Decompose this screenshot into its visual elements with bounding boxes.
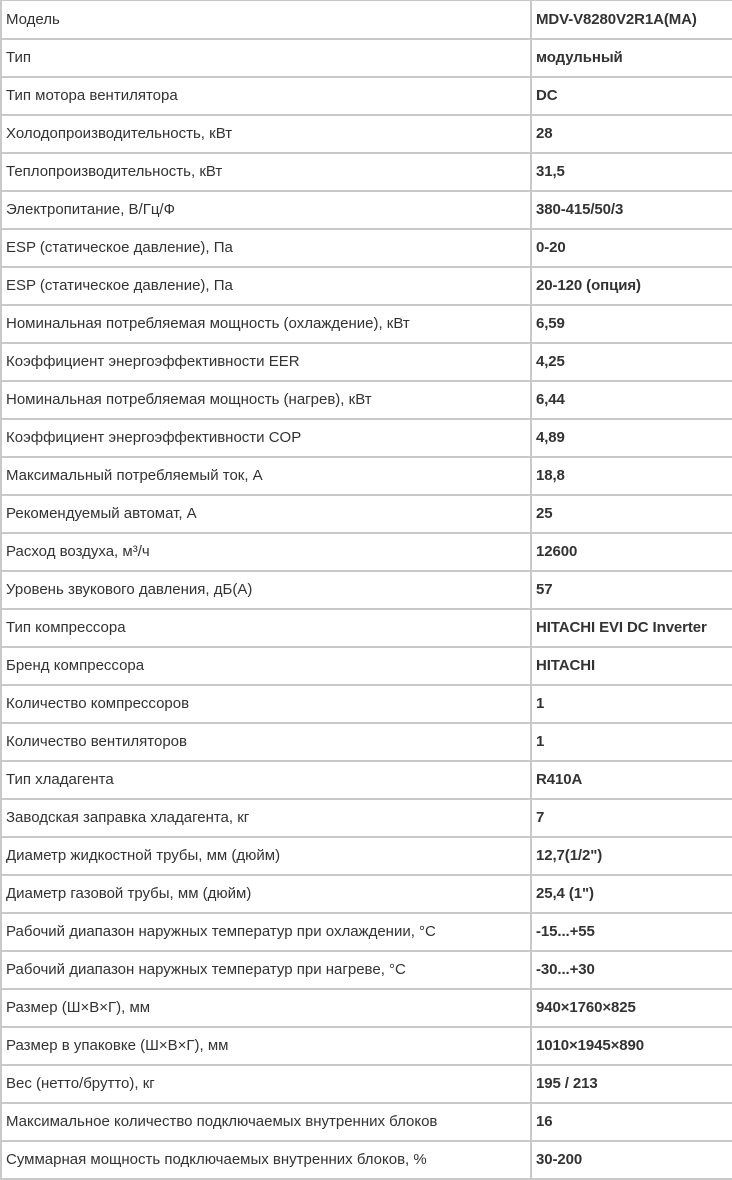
spec-label: Уровень звукового давления, дБ(А) bbox=[1, 571, 531, 609]
table-row bbox=[1, 875, 732, 913]
table-row bbox=[1, 989, 732, 1027]
table-row bbox=[1, 191, 732, 229]
spec-value: 6,44 bbox=[531, 381, 732, 419]
spec-label: Коэффициент энергоэффективности COP bbox=[1, 419, 531, 457]
spec-value: 25 bbox=[531, 495, 732, 533]
table-row bbox=[1, 115, 732, 153]
table-row bbox=[1, 381, 732, 419]
table-row bbox=[1, 609, 732, 647]
table-row bbox=[1, 571, 732, 609]
table-row bbox=[1, 77, 732, 115]
table-row bbox=[1, 419, 732, 457]
spec-label: Холодопроизводительность, кВт bbox=[1, 115, 531, 153]
spec-value: 20-120 (опция) bbox=[531, 267, 732, 305]
spec-label: Рекомендуемый автомат, А bbox=[1, 495, 531, 533]
table-row bbox=[1, 1141, 732, 1179]
spec-label: Максимальный потребляемый ток, А bbox=[1, 457, 531, 495]
spec-label: Заводская заправка хладагента, кг bbox=[1, 799, 531, 837]
spec-label: Тип компрессора bbox=[1, 609, 531, 647]
spec-value: 1 bbox=[531, 685, 732, 723]
table-row bbox=[1, 229, 732, 267]
spec-label: Тип хладагента bbox=[1, 761, 531, 799]
spec-label: Вес (нетто/брутто), кг bbox=[1, 1065, 531, 1103]
table-row bbox=[1, 533, 732, 571]
spec-value: R410A bbox=[531, 761, 732, 799]
spec-label: Рабочий диапазон наружных температур при охлаждении, °С bbox=[1, 913, 531, 951]
spec-label: Расход воздуха, м³/ч bbox=[1, 533, 531, 571]
spec-value: 25,4 (1") bbox=[531, 875, 732, 913]
spec-value: 6,59 bbox=[531, 305, 732, 343]
spec-label: ESP (статическое давление), Па bbox=[1, 267, 531, 305]
table-row bbox=[1, 837, 732, 875]
spec-label: Коэффициент энергоэффективности EER bbox=[1, 343, 531, 381]
spec-label: Бренд компрессора bbox=[1, 647, 531, 685]
table-row bbox=[1, 343, 732, 381]
spec-label: Теплопроизводительность, кВт bbox=[1, 153, 531, 191]
spec-value: 1010×1945×890 bbox=[531, 1027, 732, 1065]
spec-label: Диаметр жидкостной трубы, мм (дюйм) bbox=[1, 837, 531, 875]
spec-value: 1 bbox=[531, 723, 732, 761]
spec-label: Суммарная мощность подключаемых внутренних блоков, % bbox=[1, 1141, 531, 1179]
spec-value: модульный bbox=[531, 39, 732, 77]
table-row bbox=[1, 951, 732, 989]
spec-value: 940×1760×825 bbox=[531, 989, 732, 1027]
table-row bbox=[1, 685, 732, 723]
table-row bbox=[1, 799, 732, 837]
spec-value: 195 / 213 bbox=[531, 1065, 732, 1103]
table-row bbox=[1, 495, 732, 533]
table-row bbox=[1, 913, 732, 951]
spec-value: 380-415/50/3 bbox=[531, 191, 732, 229]
spec-label: Тип bbox=[1, 39, 531, 77]
table-row bbox=[1, 1027, 732, 1065]
spec-value: 4,25 bbox=[531, 343, 732, 381]
spec-value: MDV-V8280V2R1A(MA) bbox=[531, 1, 732, 39]
spec-label: Размер в упаковке (Ш×В×Г), мм bbox=[1, 1027, 531, 1065]
spec-value: -30...+30 bbox=[531, 951, 732, 989]
table-row bbox=[1, 153, 732, 191]
spec-label: Электропитание, В/Гц/Ф bbox=[1, 191, 531, 229]
table-row bbox=[1, 39, 732, 77]
spec-value: HITACHI EVI DC Inverter bbox=[531, 609, 732, 647]
spec-value: 18,8 bbox=[531, 457, 732, 495]
spec-label: Тип мотора вентилятора bbox=[1, 77, 531, 115]
spec-value: 30-200 bbox=[531, 1141, 732, 1179]
spec-value: DC bbox=[531, 77, 732, 115]
spec-value: -15...+55 bbox=[531, 913, 732, 951]
spec-label: Количество вентиляторов bbox=[1, 723, 531, 761]
spec-value: HITACHI bbox=[531, 647, 732, 685]
spec-value: 0-20 bbox=[531, 229, 732, 267]
spec-label: Количество компрессоров bbox=[1, 685, 531, 723]
spec-label: Максимальное количество подключаемых внутренних блоков bbox=[1, 1103, 531, 1141]
table-row bbox=[1, 1, 732, 39]
spec-value: 4,89 bbox=[531, 419, 732, 457]
specifications-table-body bbox=[1, 1, 732, 1179]
spec-value: 7 bbox=[531, 799, 732, 837]
spec-value: 12,7(1/2") bbox=[531, 837, 732, 875]
spec-label: Номинальная потребляемая мощность (охлаждение), кВт bbox=[1, 305, 531, 343]
spec-value: 12600 bbox=[531, 533, 732, 571]
table-row bbox=[1, 1103, 732, 1141]
table-row bbox=[1, 267, 732, 305]
spec-label: Размер (Ш×В×Г), мм bbox=[1, 989, 531, 1027]
spec-label: Номинальная потребляемая мощность (нагрев), кВт bbox=[1, 381, 531, 419]
spec-label: ESP (статическое давление), Па bbox=[1, 229, 531, 267]
table-row bbox=[1, 1065, 732, 1103]
spec-value: 31,5 bbox=[531, 153, 732, 191]
spec-value: 57 bbox=[531, 571, 732, 609]
table-row bbox=[1, 457, 732, 495]
table-row bbox=[1, 723, 732, 761]
table-row bbox=[1, 647, 732, 685]
spec-value: 16 bbox=[531, 1103, 732, 1141]
table-row bbox=[1, 305, 732, 343]
spec-label: Рабочий диапазон наружных температур при нагреве, °С bbox=[1, 951, 531, 989]
table-row bbox=[1, 761, 732, 799]
spec-label: Диаметр газовой трубы, мм (дюйм) bbox=[1, 875, 531, 913]
spec-label: Модель bbox=[1, 1, 531, 39]
spec-value: 28 bbox=[531, 115, 732, 153]
